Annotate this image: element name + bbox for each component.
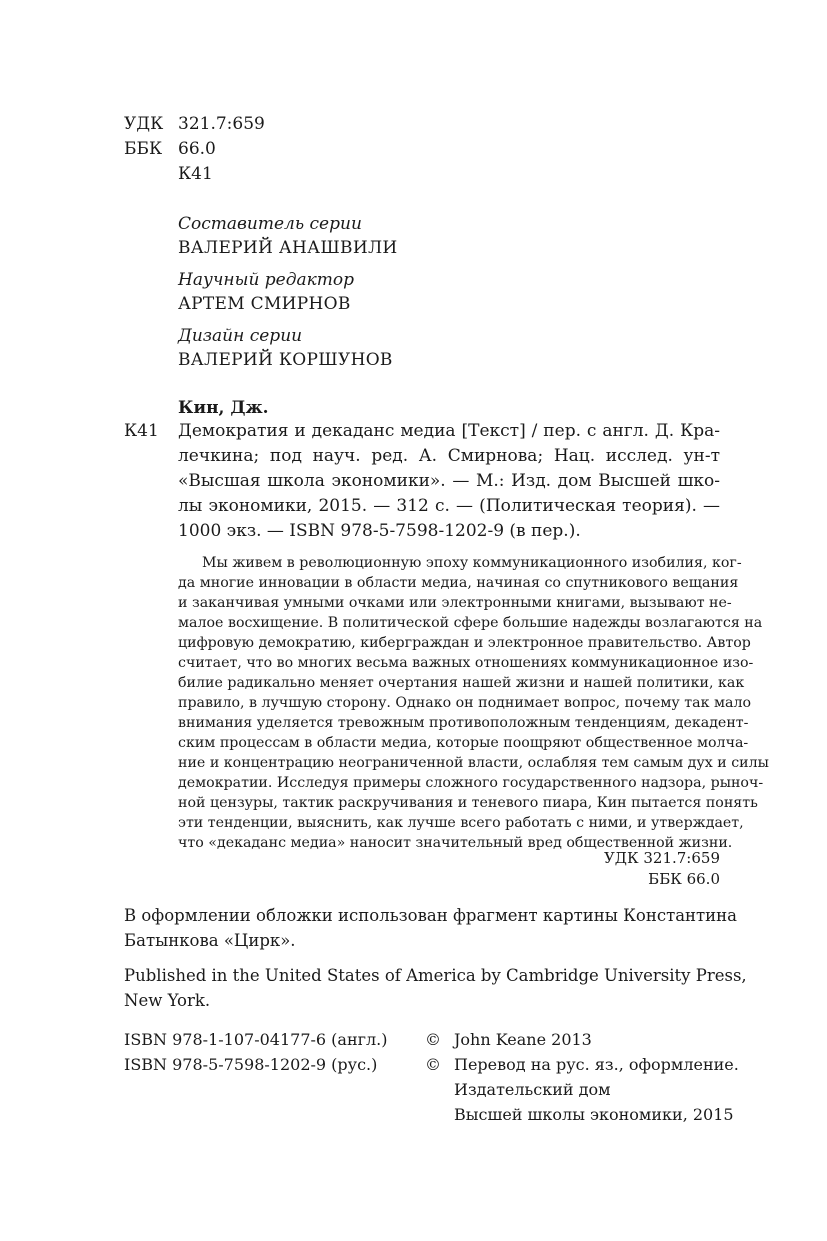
credit-role-series-compiler: Составитель серии: [178, 214, 362, 234]
annotation-line: и заканчивая умными очками или электронными книгами, вызывают не-: [178, 595, 732, 611]
cover-note: В оформлении обложки использован фрагмент картины Константина Батынкова «Цирк».: [124, 906, 737, 950]
annotation-line: малое восхищение. В политической сфере большие надежды возлагаются на: [178, 615, 763, 631]
entry-line: лы экономики, 2015. — 312 с. — (Политическая теория). —: [178, 496, 720, 516]
entry-mark: К41: [124, 421, 159, 441]
annotation-line: цифровую демократию, киберграждан и электронное правительство. Автор: [178, 635, 751, 651]
codes-right-udk: УДК 321.7:659: [603, 849, 720, 867]
codes-right-bbk: ББК 66.0: [648, 870, 720, 888]
udk-label: УДК: [124, 114, 164, 134]
copyright-translation: Перевод на рус. яз., оформление. Издательский дом Высшей школы экономики, 2015: [454, 1055, 739, 1124]
udk-value: 321.7:659: [178, 114, 265, 134]
annotation-line: демократии. Исследуя примеры сложного государственного надзора, рыноч-: [178, 775, 764, 791]
isbn-english: ISBN 978-1-107-04177-6 (англ.): [124, 1030, 388, 1049]
credit-name-design: ВАЛЕРИЙ КОРШУНОВ: [178, 350, 393, 370]
entry-line: лечкина; под науч. ред. А. Смирнова; Нац. исслед. ун-т: [178, 446, 720, 466]
credit-name-series-compiler: ВАЛЕРИЙ АНАШВИЛИ: [178, 238, 398, 258]
annotation-line: ние и концентрацию неограниченной власти, ослабляя тем самым дух и силы: [178, 755, 769, 771]
isbn-russian: ISBN 978-5-7598-1202-9 (рус.): [124, 1055, 378, 1074]
annotation-line: внимания уделяется тревожным противоположным тенденциям, декадент-: [178, 715, 749, 731]
annotation-line: эти тенденции, выяснить, как лучше всего работать с ними, и утверждает,: [178, 815, 744, 831]
annotation-line: правило, в лучшую сторону. Однако он поднимает вопрос, почему так мало: [178, 695, 752, 711]
bbk-label: ББК: [124, 139, 163, 159]
copyright-author: John Keane 2013: [454, 1030, 592, 1049]
credit-role-editor: Научный редактор: [178, 270, 355, 290]
author-mark: К41: [178, 164, 213, 184]
entry-line: «Высшая школа экономики». — М.: Изд. дом Высшей шко-: [178, 471, 720, 491]
credit-role-design: Дизайн серии: [178, 326, 303, 346]
annotation: [178, 553, 769, 853]
codes-right: [520, 848, 720, 890]
credit-name-editor: АРТЕМ СМИРНОВ: [178, 294, 351, 314]
entry-line: Демократия и декаданс медиа [Текст] / пер. с англ. Д. Кра-: [178, 421, 720, 441]
entry-line: 1000 экз. — ISBN 978-5-7598-1202-9 (в пер.).: [178, 521, 581, 541]
published-note: Published in the United States of America by Cambridge University Press, New York.: [124, 966, 747, 1010]
annotation-line: что «декаданс медиа» наносит значительный вред общественной жизни.: [178, 835, 733, 851]
copyright-symbol-icon: ©: [425, 1030, 441, 1049]
isbn-list: [124, 1027, 414, 1077]
copyright-symbol-icon: ©: [425, 1055, 441, 1074]
annotation-line: да многие инновации в области медиа, начиная со спутникового вещания: [178, 575, 739, 591]
entry-author: Кин, Дж.: [178, 398, 269, 418]
bbk-value: 66.0: [178, 139, 216, 159]
annotation-line: ной цензуры, тактик раскручивания и теневого пиара, Кин пытается понять: [178, 795, 758, 811]
annotation-line: считает, что во многих весьма важных отношениях коммуникационное изо-: [178, 655, 754, 671]
entry-description: [178, 419, 720, 544]
annotation-line: ским процессам в области медиа, которые поощряют общественное молча-: [178, 735, 749, 751]
annotation-line: билие радикально меняет очертания нашей жизни и нашей политики, как: [178, 675, 745, 691]
annotation-line: Мы живем в революционную эпоху коммуникационного изобилия, ког-: [202, 555, 742, 571]
